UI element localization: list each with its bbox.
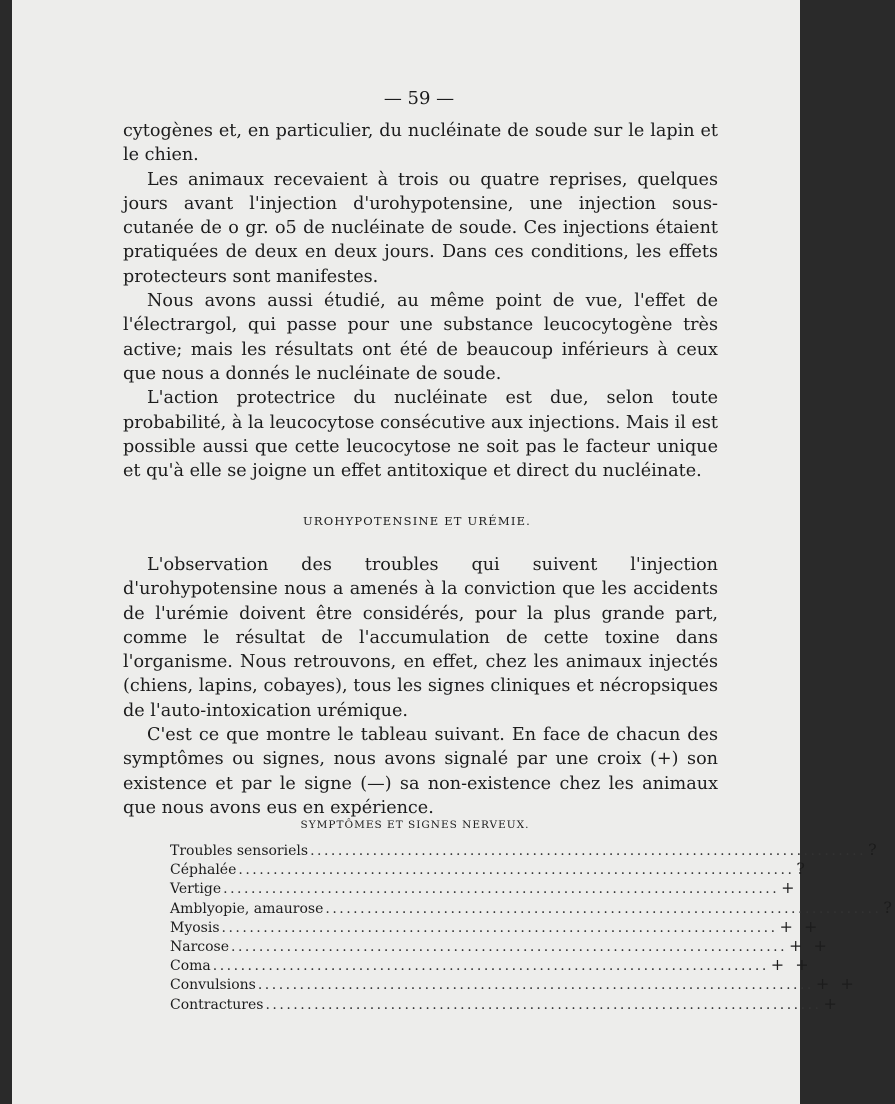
symptom-name: Amblyopie, amaurose (170, 900, 324, 917)
table-row (170, 859, 808, 879)
dot-leader: ................................................................................ (221, 919, 778, 936)
paragraph: cytogènes et, en particulier, du nucléinate de soude sur le lapin et le chien. (123, 121, 718, 166)
paragraph: C'est ce que montre le tableau suivant. En face de chacun des symptômes ou signes, nous avons signalé par une croix (+) son existence et par le signe (—) sa non-existence chez les animaux que nous avons eus en expérience. (123, 725, 718, 818)
symptom-sign: ? (883, 897, 895, 917)
page-number: — 59 — (383, 88, 455, 109)
symptom-sign: + + (789, 935, 830, 955)
symptom-sign: + + (779, 916, 821, 936)
dot-leader: ................................................................................ (223, 881, 780, 898)
table-row (170, 916, 821, 936)
dot-leader: ................................................................................ (325, 900, 882, 917)
dot-leader: ................................................................................ (257, 977, 814, 994)
book-page (12, 0, 895, 1104)
table-title: SYMPTÔMES ET SIGNES NERVEUX. (300, 819, 530, 831)
dot-leader: ................................................................................ (265, 996, 822, 1013)
body-text-top (123, 119, 718, 483)
paragraph: L'action protectrice du nucléinate est due, selon toute probabilité, à la leucocytose consécutive aux injections. Mais il est possible aussi que cette leucocytose ne soit pas le facteur unique et qu'à elle se joigne un effet antitoxique et direct du nucléinate. (123, 388, 718, 482)
symptom-sign: ? (868, 840, 880, 859)
symptom-sign: ? (796, 859, 808, 879)
table-row (170, 974, 857, 994)
table-row (170, 878, 798, 898)
dot-leader: ................................................................................ (231, 938, 788, 955)
symptom-name: Convulsions (170, 977, 256, 994)
table-row (170, 935, 830, 955)
symptom-name: Vertige (170, 881, 222, 898)
table-row (170, 840, 880, 859)
table-row (170, 993, 840, 1013)
body-text-bottom (123, 553, 718, 820)
symptom-name: Coma (170, 958, 211, 975)
dot-leader: ................................................................................ (212, 958, 769, 975)
symptom-name: Céphalée (170, 862, 237, 879)
table-row (170, 897, 895, 917)
symptom-name: Narcose (170, 938, 230, 955)
symptom-sign: + (823, 993, 840, 1013)
paragraph: Nous avons aussi étudié, au même point de vue, l'effet de l'électrargol, qui passe pour une substance leucocytogène très active; mais les résultats ont été de beaucoup inférieurs à ceux que nous a donnés le nucléinate de soude. (123, 291, 718, 384)
table-row (170, 955, 812, 975)
paragraph: L'observation des troubles qui suivent l'injection d'urohypotensine nous a amenés à la conviction que les accidents de l'urémie doivent être considérés, pour la plus grande part, comme le résultat de l'accumulation de cette toxine dans l'organisme. Nous retrouvons, en effet, chez les animaux injectés (chiens, lapins, cobayes), tous les signes cliniques et nécropsiques de l'auto-intoxication urémique. (123, 555, 718, 721)
symptom-sign: + + (815, 974, 857, 994)
paragraph: Les animaux recevaient à trois ou quatre reprises, quelques jours avant l'injection d'urohypotensine, une injection sous-cutanée de o gr. o5 de nucléinate de soude. Ces injections étaient pratiquées de deux en deux jours. Dans ces conditions, les effets protecteurs sont manifestes. (123, 169, 718, 287)
symptom-sign: + + (770, 955, 812, 975)
dot-leader: ................................................................................ (238, 862, 795, 879)
dot-leader: ................................................................................ (310, 843, 867, 859)
section-heading: UROHYPOTENSINE ET URÉMIE. (302, 514, 532, 528)
symptom-table (170, 840, 895, 1013)
symptom-name: Contractures (170, 996, 264, 1013)
symptom-name: Myosis (170, 919, 220, 936)
symptom-sign: + (781, 878, 798, 898)
symptom-name: Troubles sensoriels (170, 843, 309, 859)
